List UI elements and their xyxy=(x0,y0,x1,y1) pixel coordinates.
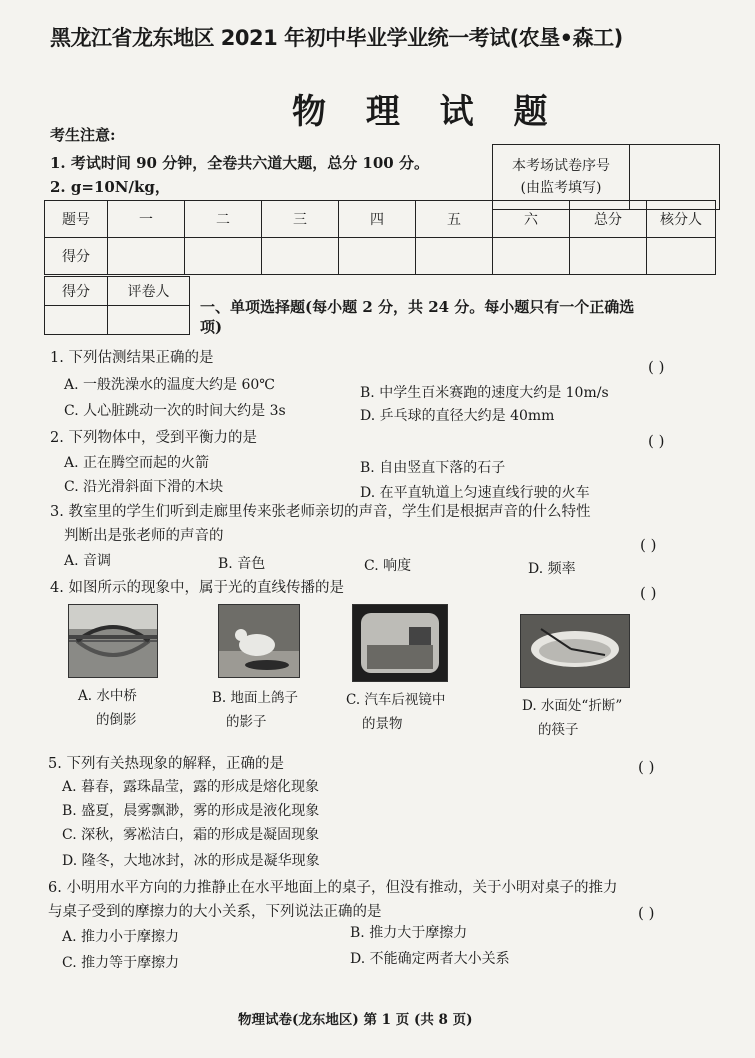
seat-number-line2: (由监考填写) xyxy=(520,180,602,196)
score-row-label: 得分 xyxy=(45,238,108,275)
q2-option-d: D. 在平直轨道上匀速直线行驶的火车 xyxy=(360,485,590,501)
score-cell[interactable] xyxy=(339,238,416,275)
score-cell[interactable] xyxy=(262,238,339,275)
q3-option-a: A. 音调 xyxy=(64,553,112,569)
q4-caption-a-line2: 的倒影 xyxy=(96,712,137,728)
q3-option-c: C. 响度 xyxy=(364,558,412,574)
score-header-cell: 核分人 xyxy=(647,201,716,238)
q1-answer-paren[interactable]: ( ) xyxy=(648,358,665,376)
score-table xyxy=(44,200,716,275)
q4-caption-c-line2: 的景物 xyxy=(362,716,403,732)
score-header-cell: 一 xyxy=(108,201,185,238)
score-header-cell: 六 xyxy=(493,201,570,238)
q5-answer-paren[interactable]: ( ) xyxy=(638,758,655,776)
notice-heading: 考生注意: xyxy=(50,126,116,144)
score-table-score-row xyxy=(45,238,716,275)
grader-score-cell[interactable] xyxy=(45,306,108,335)
q4-caption-c-line1: C. 汽车后视镜中 xyxy=(346,692,446,708)
score-header-cell: 二 xyxy=(185,201,262,238)
q2-option-c: C. 沿光滑斜面下滑的木块 xyxy=(64,479,224,495)
q4-answer-paren[interactable]: ( ) xyxy=(640,584,657,602)
q1-stem: 1. 下列估测结果正确的是 xyxy=(50,350,214,366)
q5-option-a: A. 暮春，露珠晶莹，露的形成是熔化现象 xyxy=(62,779,320,795)
grader-name-label: 评卷人 xyxy=(108,277,190,306)
score-header-cell: 四 xyxy=(339,201,416,238)
score-header-cell: 总分 xyxy=(570,201,647,238)
q6-option-a: A. 推力小于摩擦力 xyxy=(62,929,180,945)
photo-car-mirror xyxy=(352,604,448,682)
q1-option-d: D. 乒乓球的直径大约是 40mm xyxy=(360,408,555,424)
q1-option-b: B. 中学生百米赛跑的速度大约是 10m/s xyxy=(360,385,609,401)
q6-answer-paren[interactable]: ( ) xyxy=(638,904,655,922)
q2-option-b: B. 自由竖直下落的石子 xyxy=(360,460,506,476)
q6-stem: 6. 小明用水平方向的力推静止在水平地面上的桌子，但没有推动，关于小明对桌子的推力 xyxy=(48,880,618,896)
q4-caption-a-line1: A. 水中桥 xyxy=(78,688,137,704)
notice-item-2: 2. g=10N/kg， xyxy=(50,178,170,196)
q5-option-d: D. 隆冬，大地冰封，冰的形成是凝华现象 xyxy=(62,853,320,869)
q4-caption-d-line1: D. 水面处“折断” xyxy=(522,698,623,714)
q5-option-c: C. 深秋，雾凇洁白，霜的形成是凝固现象 xyxy=(62,827,320,843)
score-table-header-row xyxy=(45,201,716,238)
q4-stem: 4. 如图所示的现象中，属于光的直线传播的是 xyxy=(50,580,344,596)
q3-stem: 3. 教室里的学生们听到走廊里传来张老师亲切的声音，学生们是根据声音的什么特性 xyxy=(50,504,591,520)
q5-option-b: B. 盛夏，晨雾飘渺，雾的形成是液化现象 xyxy=(62,803,320,819)
seat-number-line1: 本考场试卷序号 xyxy=(512,158,610,174)
page-footer: 物理试卷(龙东地区) 第 1 页 (共 8 页) xyxy=(238,1012,473,1028)
q6-option-b: B. 推力大于摩擦力 xyxy=(350,925,468,941)
section1-title: 一、单项选择题(每小题 2 分，共 24 分。每小题只有一个正确选 xyxy=(200,298,635,316)
photo-pigeon-shadow xyxy=(218,604,300,678)
score-cell[interactable] xyxy=(570,238,647,275)
q2-stem: 2. 下列物体中，受到平衡力的是 xyxy=(50,430,257,446)
q3-answer-paren[interactable]: ( ) xyxy=(640,536,657,554)
q3-option-b: B. 音色 xyxy=(218,556,266,572)
q4-caption-d-line2: 的筷子 xyxy=(538,722,579,738)
q6-option-d: D. 不能确定两者大小关系 xyxy=(350,951,510,967)
grader-score-label: 得分 xyxy=(45,277,108,306)
score-header-cell: 三 xyxy=(262,201,339,238)
photo-chopsticks-bowl xyxy=(520,614,630,688)
score-header-cell: 题号 xyxy=(45,201,108,238)
q4-caption-b-line2: 的影子 xyxy=(226,714,267,730)
score-cell[interactable] xyxy=(416,238,493,275)
subject-title: 物 理 试 题 xyxy=(292,92,562,132)
photo-bridge-reflection xyxy=(68,604,158,678)
score-header-cell: 五 xyxy=(416,201,493,238)
q1-option-a: A. 一般洗澡水的温度大约是 60℃ xyxy=(64,377,275,393)
q4-caption-b-line1: B. 地面上鸽子 xyxy=(212,690,299,706)
q3-stem-cont: 判断出是张老师的声音的 xyxy=(64,528,224,544)
q6-option-c: C. 推力等于摩擦力 xyxy=(62,955,180,971)
score-cell[interactable] xyxy=(647,238,716,275)
q2-answer-paren[interactable]: ( ) xyxy=(648,432,665,450)
q2-option-a: A. 正在腾空而起的火箭 xyxy=(64,455,210,471)
q1-option-c: C. 人心脏跳动一次的时间大约是 3s xyxy=(64,403,286,419)
exam-title: 黑龙江省龙东地区 2021 年初中毕业学业统一考试(农垦•森工) xyxy=(50,26,623,50)
score-cell[interactable] xyxy=(108,238,185,275)
section1-title-cont: 项) xyxy=(200,318,223,336)
grader-table xyxy=(44,276,190,335)
grader-name-cell[interactable] xyxy=(108,306,190,335)
q6-stem-cont: 与桌子受到的摩擦力的大小关系，下列说法正确的是 xyxy=(48,904,382,920)
score-cell[interactable] xyxy=(493,238,570,275)
score-cell[interactable] xyxy=(185,238,262,275)
notice-item-1: 1. 考试时间 90 分钟，全卷共六道大题，总分 100 分。 xyxy=(50,154,429,172)
q5-stem: 5. 下列有关热现象的解释，正确的是 xyxy=(48,756,284,772)
q3-option-d: D. 频率 xyxy=(528,561,576,577)
